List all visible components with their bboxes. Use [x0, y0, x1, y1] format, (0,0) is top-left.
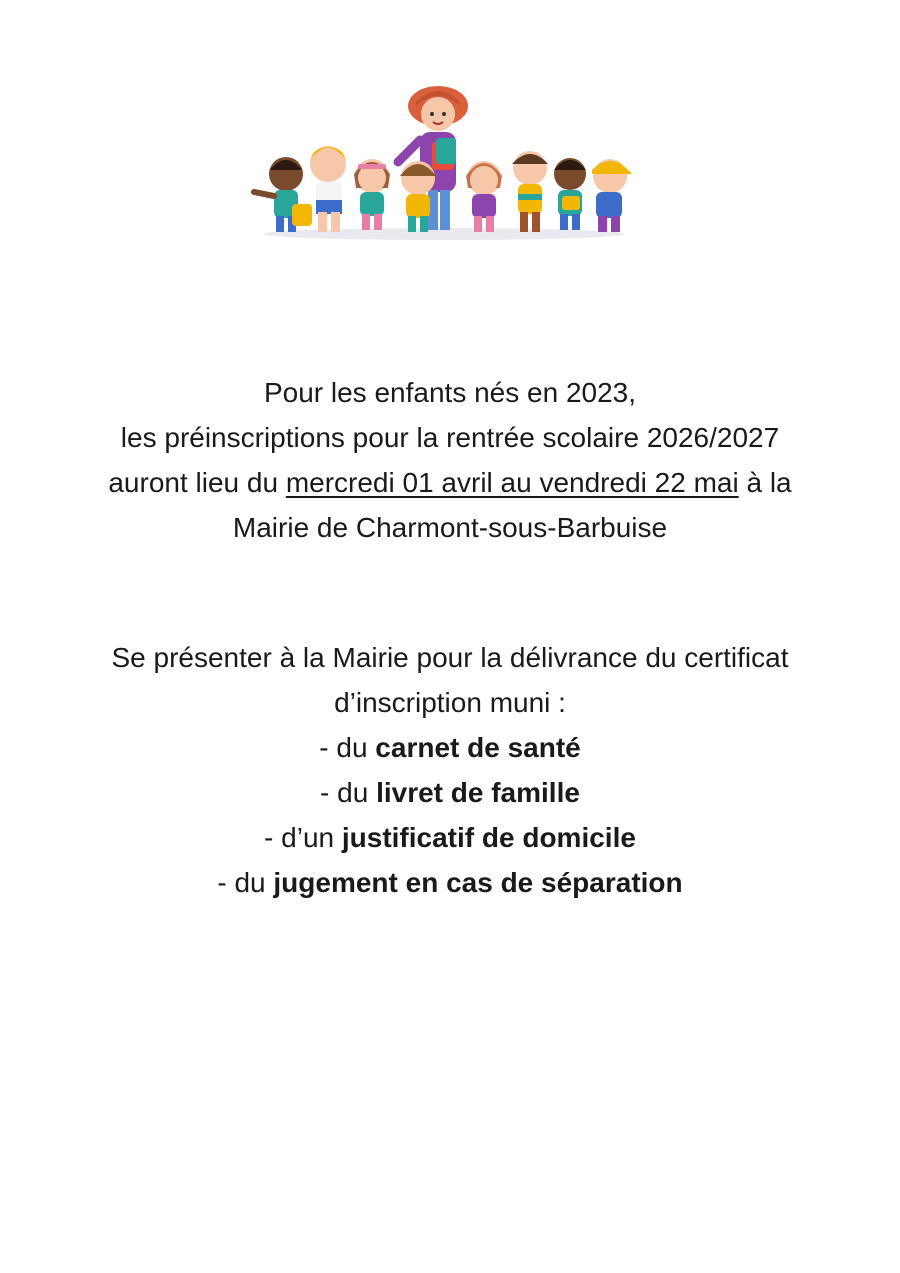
announcement-line-2: les préinscriptions pour la rentrée scolaire 2026/2027 — [120, 422, 780, 453]
announcement-line-3 — [40, 460, 860, 505]
item-document-name: justificatif de domicile — [341, 822, 636, 853]
child-figure — [592, 159, 632, 232]
item-document-name: jugement en cas de séparation — [273, 867, 683, 898]
instructions-block — [40, 635, 860, 905]
instructions-intro-2: d’inscription muni : — [334, 687, 566, 718]
required-document-item — [40, 725, 860, 770]
item-document-name: livret de famille — [376, 777, 580, 808]
announcement-dates: mercredi 01 avril au vendredi 22 mai — [285, 467, 739, 498]
item-prefix: - d’un — [264, 822, 342, 853]
announcement-block — [40, 370, 860, 550]
item-prefix: - du — [217, 867, 274, 898]
item-prefix: - du — [319, 732, 376, 763]
child-figure — [354, 159, 390, 230]
required-document-item — [40, 860, 860, 905]
child-figure — [466, 161, 502, 232]
child-figure — [512, 151, 548, 232]
teacher-with-children-illustration — [248, 84, 640, 244]
announcement-line-1: Pour les enfants nés en 2023, — [263, 377, 637, 408]
child-figure — [554, 158, 586, 230]
announcement-line-4: Mairie de Charmont-sous-Barbuise — [232, 512, 668, 543]
instructions-intro-1: Se présenter à la Mairie pour la délivrance du certificat — [111, 642, 789, 673]
required-document-item — [40, 815, 860, 860]
item-prefix: - du — [320, 777, 377, 808]
child-figure — [254, 157, 312, 232]
required-document-item — [40, 770, 860, 815]
announcement-dates-suffix: à la — [738, 467, 792, 498]
item-document-name: carnet de santé — [375, 732, 581, 763]
announcement-dates-prefix: auront lieu du — [108, 467, 286, 498]
child-figure — [310, 146, 346, 232]
